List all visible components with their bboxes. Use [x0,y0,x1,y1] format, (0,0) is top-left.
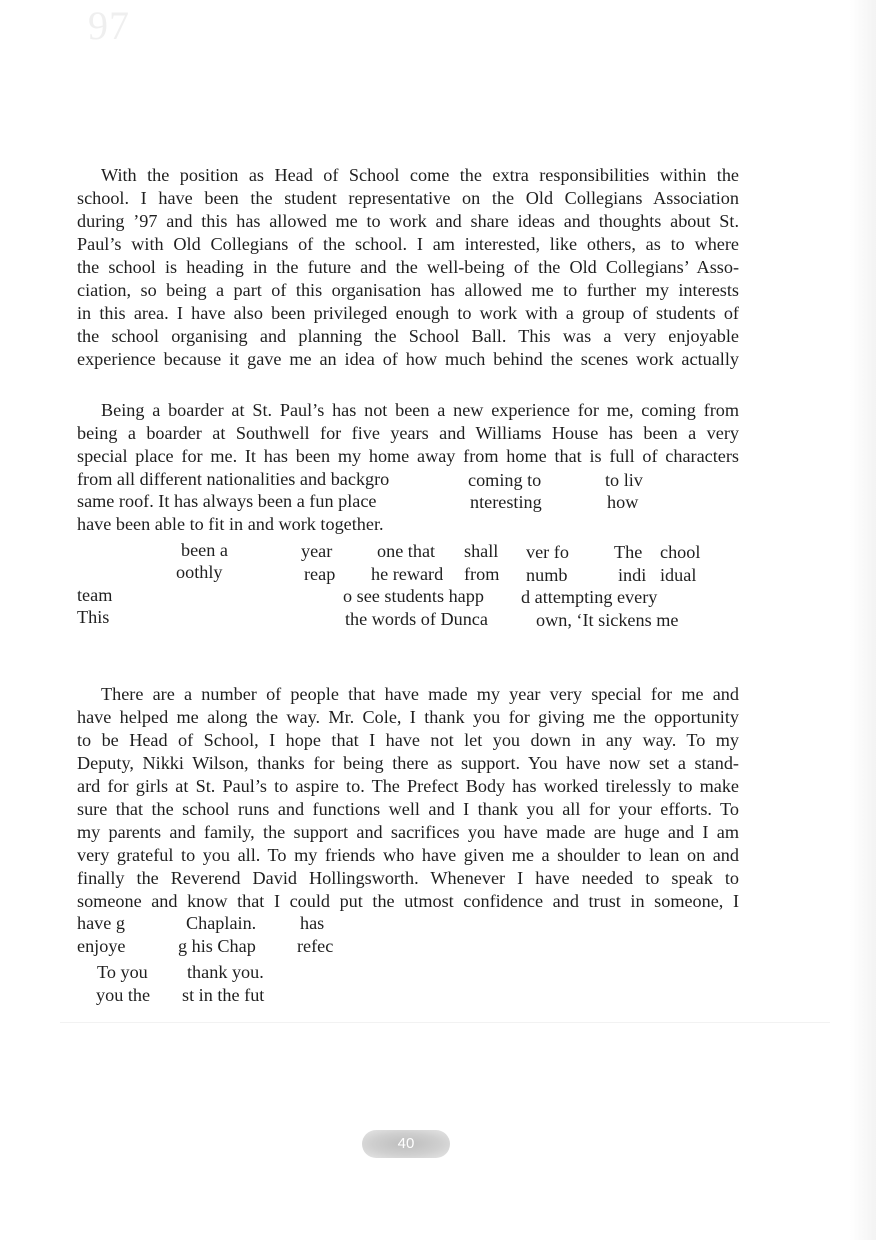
text-line: experience because it gave me an idea of how much behind the scenes work actually [77,349,739,369]
paragraph-head-of-school [77,164,739,371]
text-fragment: idual [660,565,697,585]
text-fragment: enjoye [77,936,126,956]
text-line: someone and know that I could put the utmost confidence and trust in someone, I [77,891,739,911]
text-line: finally the Reverend David Hollingsworth. Whenever I have needed to speak to [77,868,739,888]
text-fragment: reap [304,564,336,584]
text-fragment: year [301,541,333,561]
page-divider [60,1022,830,1023]
page-edge-shadow [850,0,876,1240]
text-line: in this area. I have also been privileged enough to work with a group of students of [77,303,739,323]
text-fragment: have been able to fit in and work together. [77,514,384,534]
text-line: the school is heading in the future and the well-being of the Old Collegians’ Asso- [77,257,739,277]
text-fragment: g his Chap [178,936,256,956]
text-line: ciation, so being a part of this organisation has allowed me to further my interests [77,280,739,300]
text-fragment: o see students happ [343,586,484,606]
paragraph-boarder [77,399,739,468]
page-number-badge: 40 [362,1130,450,1158]
text-fragment: nteresting [470,492,542,512]
text-fragment: has [300,913,325,933]
text-line: have helped me along the way. Mr. Cole, I thank you for giving me the opportunity [77,707,739,727]
text-line: sure that the school runs and functions well and I thank you all for your efforts. To [77,799,739,819]
text-line: Deputy, Nikki Wilson, thanks for being there as support. You have now set a stand- [77,753,739,773]
text-fragment: you the [96,985,151,1005]
text-fragment: how [607,492,639,512]
text-fragment: oothly [176,562,223,582]
text-fragment: d attempting every [521,587,658,607]
text-line: With the position as Head of School come the extra responsibilities within the [101,165,739,185]
text-line: my parents and family, the support and sacrifices you have made are huge and I am [77,822,739,842]
text-fragment: one that [377,541,436,561]
text-line: being a boarder at Southwell for five years and Williams House has been a very [77,423,739,443]
text-fragment: same roof. It has always been a fun place [77,491,377,511]
text-fragment: chool [660,542,701,562]
text-fragment: This [77,607,110,627]
text-fragment: he reward [371,564,444,584]
text-line: school. I have been the student representative on the Old Collegians Association [77,188,739,208]
text-fragment: refec [297,936,334,956]
text-fragment: from all different nationalities and backgro [77,469,390,489]
text-fragment: the words of Dunca [345,609,488,629]
text-fragment: been a [181,540,228,560]
text-line: during ’97 and this has allowed me to work and share ideas and thoughts about St. [77,211,739,231]
text-line: special place for me. It has been my home away from home that is full of characters [77,446,739,466]
text-line: There are a number of people that have made my year very special for me and [101,684,739,704]
text-fragment: have g [77,913,125,933]
text-fragment: shall [464,541,499,561]
text-fragment: from [464,564,500,584]
text-line: the school organising and planning the School Ball. This was a very enjoyable [77,326,739,346]
paragraph-thanks [77,683,739,913]
faded-heading: 97 [88,3,130,48]
text-fragment: st in the fut [182,985,265,1005]
text-line: Being a boarder at St. Paul’s has not been a new experience for me, coming from [101,400,739,420]
text-line: very grateful to you all. To my friends who have given me a shoulder to lean on and [77,845,739,865]
text-fragment: The [614,542,643,562]
text-line: ard for girls at St. Paul’s to aspire to. The Prefect Body has worked tirelessly to make [77,776,739,796]
text-fragment: indi [618,565,647,585]
text-fragment: ver fo [526,542,569,562]
text-fragment: numb [526,565,568,585]
text-fragment: own, ‘It sickens me [536,610,679,630]
text-fragment: to liv [605,470,643,490]
text-fragment: thank you. [187,962,264,982]
text-line: to be Head of School, I hope that I have not let you down in any way. To my [77,730,739,750]
text-fragment: team [77,585,113,605]
text-fragment: coming to [468,470,542,490]
text-fragment: To you [97,962,148,982]
text-fragment: Chaplain. [186,913,257,933]
text-line: Paul’s with Old Collegians of the school. I am interested, like others, as to where [77,234,739,254]
